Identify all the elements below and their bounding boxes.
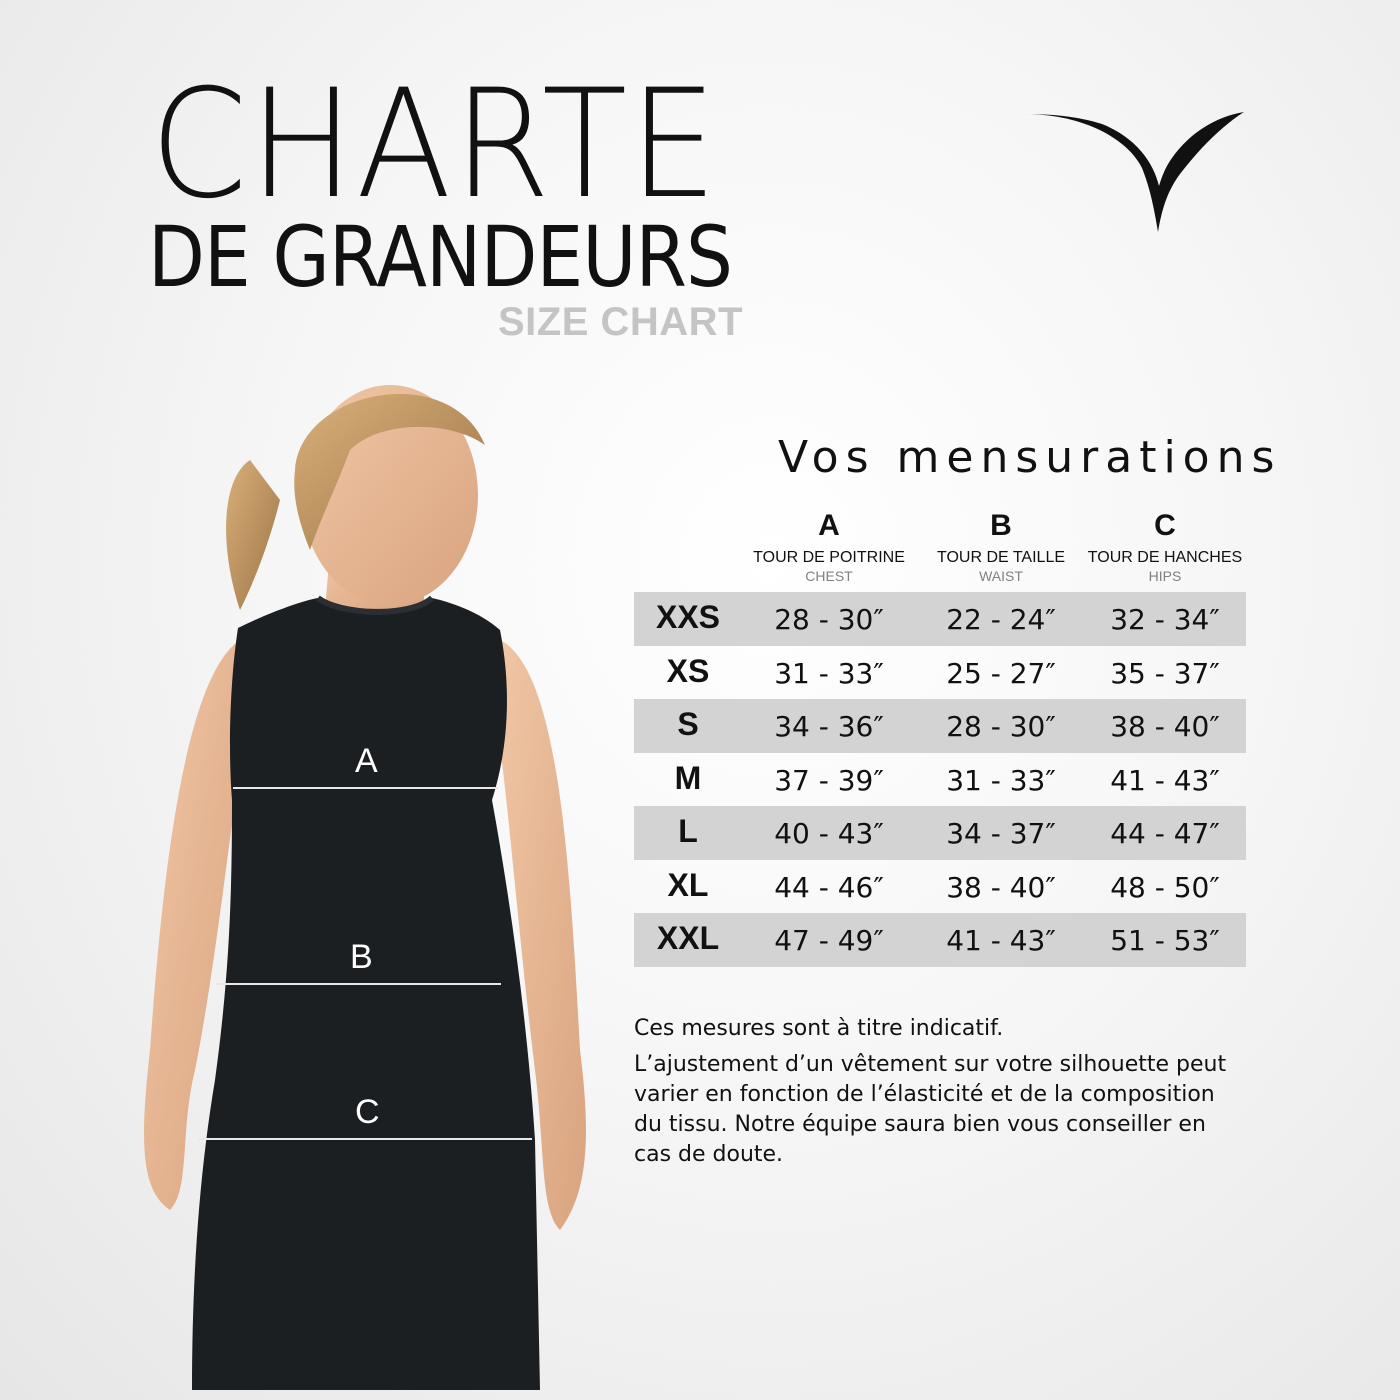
waist-value: 28 - 30″ (946, 710, 1056, 743)
size-label: S (677, 706, 699, 742)
hips-measure-line (198, 1138, 532, 1140)
column-letter: A (818, 509, 840, 542)
hips-value: 48 - 50″ (1110, 870, 1220, 904)
hips-value: 51 - 53″ (1110, 924, 1220, 957)
chest-measure-label: A (355, 742, 378, 780)
model-silhouette (120, 350, 620, 1400)
waist-value: 22 - 24″ (946, 603, 1056, 636)
waist-value: 31 - 33″ (946, 763, 1056, 797)
chest-value: 31 - 33″ (774, 656, 884, 690)
chest-measure-line (233, 787, 498, 789)
column-label-en: HIPS (1148, 568, 1182, 584)
chest-value: 37 - 39″ (774, 763, 884, 797)
table-row (634, 646, 1246, 700)
hips-value: 38 - 40″ (1110, 710, 1220, 743)
waist-measure-label: B (350, 938, 373, 976)
table-row (634, 860, 1246, 914)
hips-value: 41 - 43″ (1110, 763, 1220, 797)
chest-value: 44 - 46″ (774, 870, 884, 904)
column-label-fr: TOUR DE POITRINE (753, 549, 905, 566)
column-label-en: CHEST (805, 568, 853, 584)
column-label-en: WAIST (979, 568, 1023, 584)
waist-measure-line (216, 983, 501, 985)
page-subtitle: DE GRANDEURS (148, 208, 733, 306)
column-label-fr: TOUR DE TAILLE (936, 549, 1066, 566)
size-table (634, 592, 1246, 967)
waist-value: 38 - 40″ (946, 870, 1056, 904)
size-label: L (678, 813, 698, 849)
table-row (634, 806, 1246, 860)
table-row (634, 699, 1246, 753)
model-photo (120, 350, 620, 1400)
measurements-title: Vos mensurations (778, 432, 1282, 483)
disclaimer-text: L’ajustement d’un vêtement sur votre silhouette peut varier en fonction de l’élasticité et de la composition du tissu. Notre équipe saura bien vous conseiller en cas de doute. (634, 1052, 1227, 1167)
column-letter: C (1154, 509, 1176, 542)
chest-value: 28 - 30″ (774, 603, 884, 636)
size-label: XXS (655, 599, 721, 635)
chest-value: 34 - 36″ (774, 710, 884, 743)
size-label: XXL (656, 920, 720, 956)
waist-value: 41 - 43″ (946, 924, 1056, 957)
hips-measure-label: C (355, 1093, 380, 1131)
hips-value: 44 - 47″ (1110, 817, 1220, 850)
page-title: CHARTE (150, 58, 720, 232)
table-row (634, 753, 1246, 807)
table-row (634, 592, 1246, 646)
v-wing-logo-icon (1022, 108, 1246, 234)
size-label: XS (666, 652, 710, 689)
chest-value: 47 - 49″ (774, 924, 884, 957)
table-row (634, 913, 1246, 967)
hips-value: 32 - 34″ (1110, 603, 1220, 636)
disclaimer-title: Ces mesures sont à titre indicatif. (634, 1016, 1004, 1041)
hips-value: 35 - 37″ (1110, 656, 1220, 690)
column-letter: B (990, 509, 1012, 542)
size-label: M (674, 759, 702, 796)
chest-value: 40 - 43″ (774, 817, 884, 850)
size-label: XL (667, 866, 709, 903)
waist-value: 34 - 37″ (946, 817, 1056, 850)
column-label-fr: TOUR DE HANCHES (1087, 549, 1243, 566)
column-header-chest (744, 508, 914, 584)
column-header-waist (916, 508, 1086, 584)
waist-value: 25 - 27″ (946, 656, 1056, 690)
page-title-english: SIZE CHART (498, 300, 743, 344)
column-header-hips (1080, 508, 1250, 584)
